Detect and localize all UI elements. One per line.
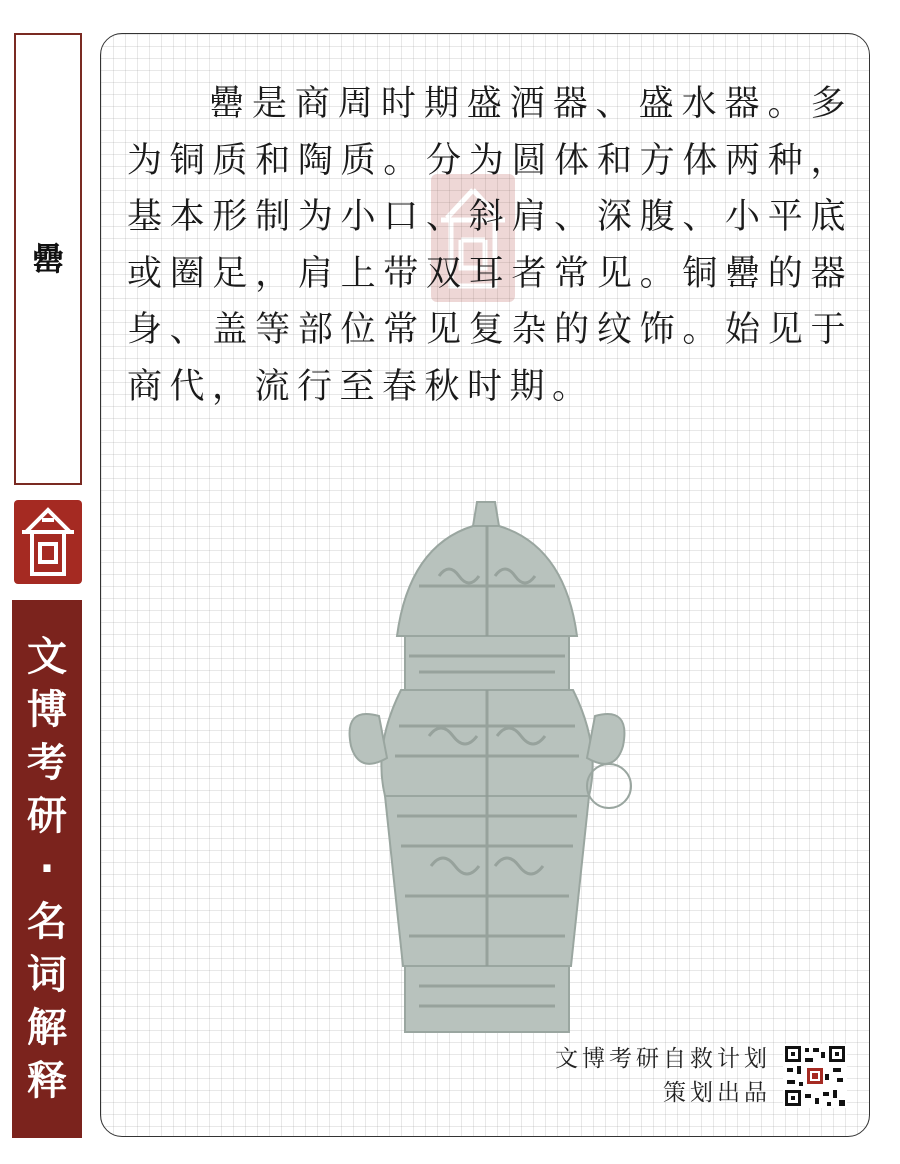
term-title: 罍 [31,240,64,278]
credit-line: 文博考研自救计划 [555,1046,771,1072]
definition-text: 罍是商周时期盛酒器、盛水器。多为铜质和陶质。分为圆体和方体两种，基本形制为小口、斜肩、深腹、小平底或圈足，肩上带双耳者常见。铜罍的器身、盖等部位常见复杂的纹饰。始见于商代，流行至春秋时期。 [127,84,853,407]
brand-char: 考 [27,739,67,786]
qr-code-icon[interactable] [783,1044,847,1108]
brand-char: 博 [27,686,67,733]
brand-char: 解 [27,1004,67,1051]
content-card [100,33,870,1137]
seal-logo-icon [14,500,82,584]
credit-line: 策划出品 [663,1080,771,1106]
brand-char: 词 [27,951,67,998]
credit-block [531,1042,771,1110]
brand-char: 研 [27,792,67,839]
brand-char: 名 [27,898,67,945]
brand-char: · [39,845,55,892]
brand-char: 文 [27,633,67,680]
brand-char: 释 [27,1057,67,1104]
brand-banner [12,600,82,1138]
title-box [14,33,82,485]
bronze-vessel-image [339,496,635,1046]
